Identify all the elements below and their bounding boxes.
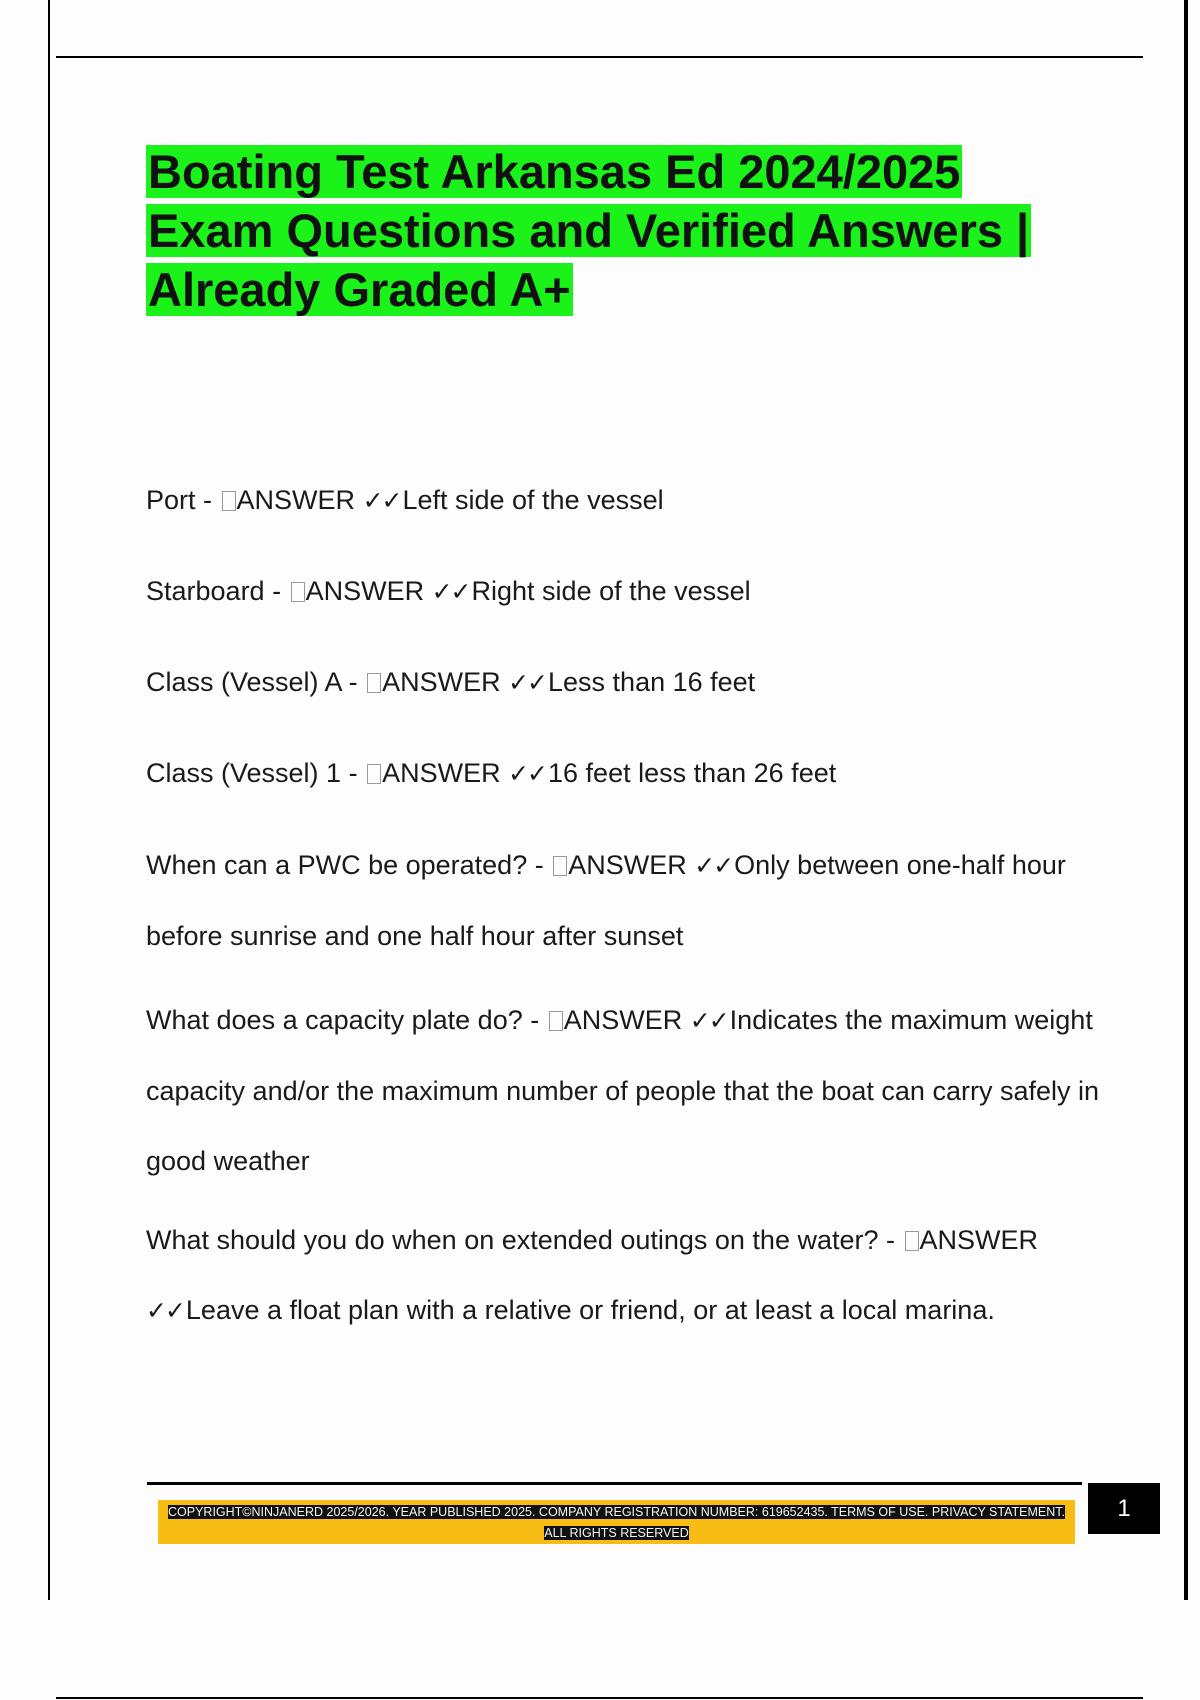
qa-item: Class (Vessel) A - ANSWER ✓✓Less than 16 feet [146,667,756,697]
copyright-notice [160,1502,1073,1544]
answer-text: Less than 16 feet [548,667,756,697]
question-text: Class (Vessel) 1 [146,758,342,788]
answer-marker: ANSWER [563,1005,683,1035]
missing-glyph-icon [553,856,567,876]
copyright-text: COPYRIGHT©NINJANERD 2025/2026. YEAR PUBLISHED 2025. COMPANY REGISTRATION NUMBER: 619652435. TERMS OF USE. PRIVACY STATEMENT. ALL RIGHTS RESERVED [168,1505,1065,1540]
qa-item: Port - ANSWER ✓✓Left side of the vessel [146,485,664,515]
answer-text: Indicates the maximum weight capacity and/or the maximum number of people that the boat can carry safely in good weather [146,1005,1100,1176]
answer-marker: ANSWER [236,485,356,515]
qa-item: Starboard - ANSWER ✓✓Right side of the vessel [146,576,751,606]
double-check-icon: ✓✓ [362,486,401,515]
answer-text: Right side of the vessel [471,576,751,606]
next-page-rule [56,1697,1143,1699]
page-border-left [48,0,50,1600]
answer-marker: ANSWER [382,758,501,788]
double-check-icon: ✓✓ [508,668,547,697]
page-border-right [1184,0,1188,1600]
answer-marker: ANSWER [305,576,425,606]
missing-glyph-icon [367,673,381,693]
qa-item: When can a PWC be operated? - ANSWER ✓✓Only between one-half hour before sunrise and one half hour after sunset [146,850,1066,951]
double-check-icon: ✓✓ [508,759,547,788]
qa-item: Class (Vessel) 1 - ANSWER ✓✓16 feet less than 26 feet [146,758,837,788]
answer-text: Leave a float plan with a relative or friend, or at least a local marina. [185,1295,995,1325]
missing-glyph-icon [367,764,381,784]
answer-text: Left side of the vessel [402,485,664,515]
answer-marker: ANSWER [919,1225,1039,1255]
double-check-icon: ✓✓ [431,577,470,606]
answer-text: Only between one-half hour before sunrise and one half hour after sunset [146,850,1066,951]
question-text: When can a PWC be operated? [146,850,528,880]
question-text: Starboard [146,576,265,606]
double-check-icon: ✓✓ [146,1296,184,1325]
double-check-icon: ✓✓ [694,851,733,880]
qa-item: What does a capacity plate do? - ANSWER ✓✓Indicates the maximum weight capacity and/or the maximum number of people that the boat can carry safely in good weather [146,1005,1100,1176]
page-number: 1 [1088,1483,1160,1534]
question-text: What does a capacity plate do? [146,1005,523,1035]
missing-glyph-icon [291,582,305,602]
document-title [146,142,1086,319]
footer-rule [147,1482,1082,1485]
answer-marker: ANSWER [382,667,501,697]
header-rule [56,56,1143,58]
double-check-icon: ✓✓ [689,1006,728,1035]
missing-glyph-icon [905,1231,919,1251]
question-text: Port [146,485,196,515]
document-title-text: Boating Test Arkansas Ed 2024/2025 Exam Questions and Verified Answers | Already Graded A+ [148,145,1030,316]
missing-glyph-icon [222,491,236,511]
qa-item: What should you do when on extended outings on the water? - ANSWER ✓✓Leave a float plan with a relative or friend, or at least a local marina. [146,1225,1039,1325]
question-text: What should you do when on extended outings on the water? [146,1225,879,1255]
answer-text: 16 feet less than 26 feet [548,758,837,788]
question-text: Class (Vessel) A [146,667,342,697]
answer-marker: ANSWER [568,850,687,880]
missing-glyph-icon [549,1011,563,1031]
